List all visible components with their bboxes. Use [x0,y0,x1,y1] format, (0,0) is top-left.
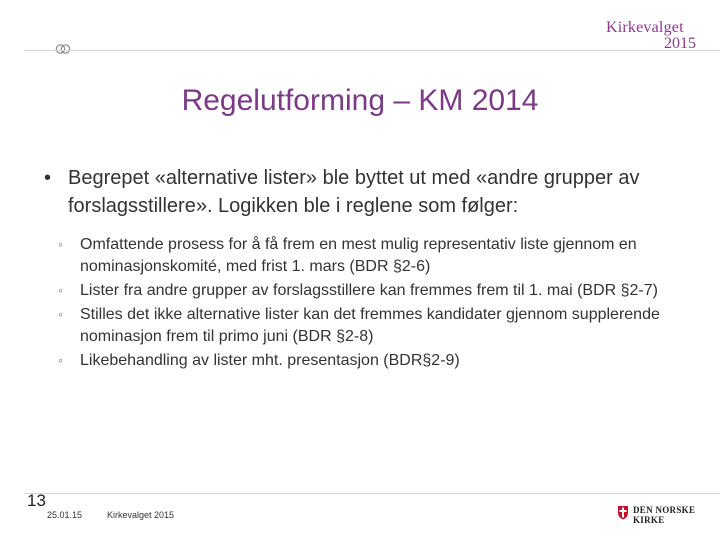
sub-bullet-text: Stilles det ikke alternative lister kan det fremmes kandidater gjennom supplerende nominasjon frem til primo juni (BDR §2-8) [80,306,660,345]
page-number: 13 [27,491,46,510]
slide-title: Regelutforming – KM 2014 [181,84,539,117]
footer-event: Kirkevalget 2015 [107,510,175,520]
church-logo [617,507,720,523]
sub-bullet-item [58,234,684,278]
sub-bullet-text: Omfattende prosess for å få frem en mest mulig representativ liste gjennom en nominasjonskomité, med frist 1. mars (BDR §2-6) [80,236,637,275]
sub-bullet-marker: ◦ [58,352,63,368]
brand-year: 2015 [664,35,696,52]
bullet-marker: • [44,167,52,189]
bullet-text: Begrepet «alternative lister» ble byttet ut med «andre grupper av forslagsstillere». Logikken ble i reglene som følger: [68,167,640,217]
sub-bullet-text: Lister fra andre grupper av forslagsstillere kan fremmes frem til 1. mai (BDR §2-7) [80,282,658,299]
church-cross-shield-icon [617,505,629,525]
sub-bullet-marker: ◦ [58,282,63,298]
sub-bullet-item [58,280,684,302]
sub-bullet-item [58,350,684,372]
sub-bullet-text: Likebehandling av lister mht. presentasjon (BDR§2-9) [80,352,460,369]
church-name: DEN NORSKE KIRKE [633,505,696,525]
interlocking-rings-icon [54,42,72,56]
kirkevalget-logo [606,20,706,52]
sub-bullet-marker: ◦ [58,306,63,322]
sub-bullet-list [44,234,684,372]
sub-bullet-item [58,304,684,348]
brand-name: Kirkevalget [606,19,684,36]
bullet-item [44,164,684,220]
sub-bullet-marker: ◦ [58,236,63,252]
footer-date: 25.01.15 [47,510,83,520]
footer-divider [24,493,720,494]
slide-body [44,164,684,374]
